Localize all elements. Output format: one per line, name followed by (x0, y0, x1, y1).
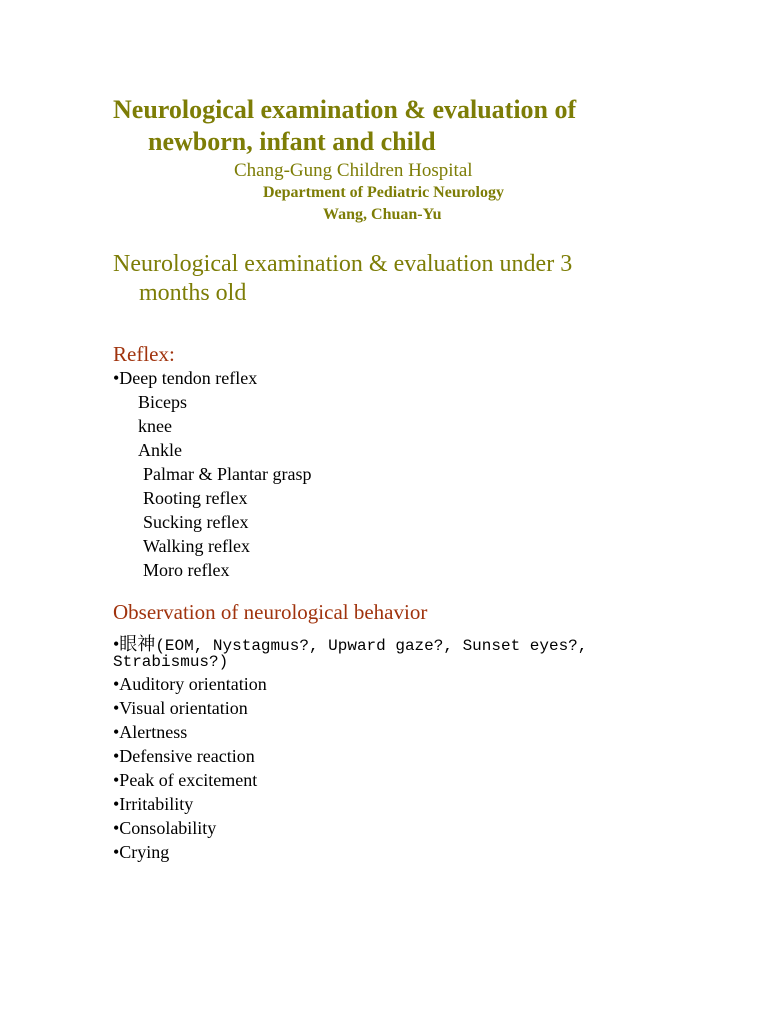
reflex-item: •Deep tendon reflex (113, 368, 258, 388)
observation-item: •Irritability (113, 794, 194, 814)
reflex-item: Palmar & Plantar grasp (143, 464, 312, 484)
section-heading-line-2: months old (139, 280, 247, 306)
reflex-item: Biceps (138, 392, 187, 412)
observation-eyes-detail: (EOM, Nystagmus?, Upward gaze?, Sunset eyes?, (155, 637, 588, 655)
reflex-heading: Reflex: (113, 342, 175, 366)
observation-item: •Visual orientation (113, 698, 248, 718)
reflex-item: Walking reflex (143, 536, 251, 556)
title-line-2: newborn, infant and child (148, 127, 436, 156)
reflex-item: Ankle (138, 440, 182, 460)
section-heading-line-1: Neurological examination & evaluation under 3 (113, 251, 573, 277)
observation-item: •Alertness (113, 722, 188, 742)
observation-eyes-continuation: Strabismus?) (113, 653, 229, 671)
title-line-1: Neurological examination & evaluation of (113, 95, 577, 124)
reflex-item: Moro reflex (143, 560, 230, 580)
observation-item: •Crying (113, 842, 170, 862)
observation-eyes-prefix: •眼神 (113, 634, 156, 654)
department-name: Department of Pediatric Neurology (263, 184, 504, 201)
observation-item: •Defensive reaction (113, 746, 255, 766)
observation-item: •Peak of excitement (113, 770, 258, 790)
hospital-name: Chang-Gung Children Hospital (234, 160, 473, 181)
observation-item: •Consolability (113, 818, 217, 838)
observation-item: •Auditory orientation (113, 674, 267, 694)
reflex-item: Sucking reflex (143, 512, 249, 532)
reflex-item: Rooting reflex (143, 488, 248, 508)
observation-heading: Observation of neurological behavior (113, 600, 428, 624)
reflex-item: knee (138, 416, 172, 436)
author-name: Wang, Chuan-Yu (323, 206, 442, 223)
